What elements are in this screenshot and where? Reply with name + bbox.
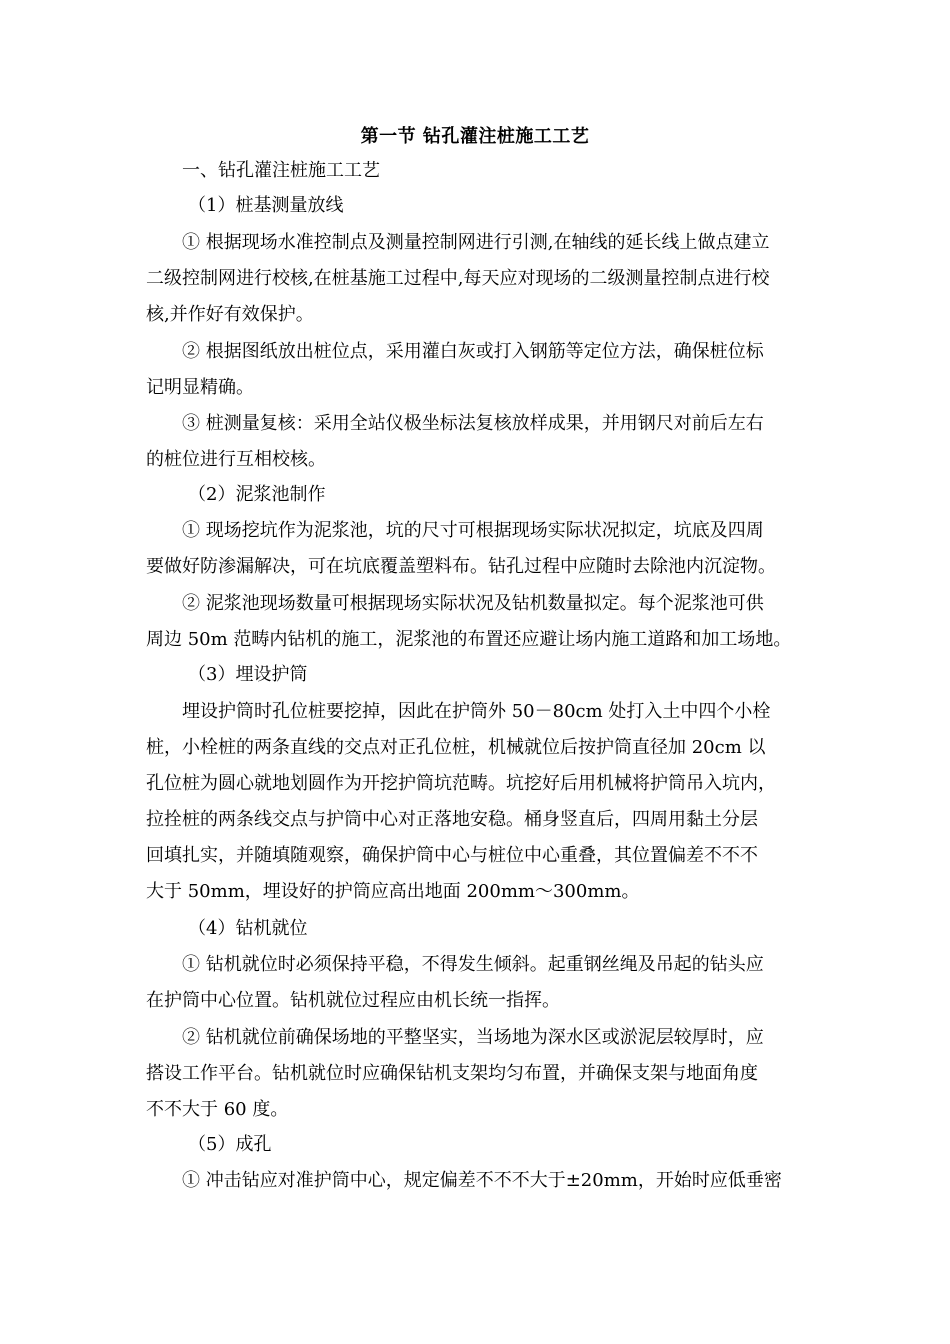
paragraph-line: 搭设工作平台。钻机就位时应确保钻机支架均匀布置，并确保支架与地面角度	[146, 1063, 758, 1084]
paragraph-line: 桩，小栓桩的两条直线的交点对正孔位桩，机械就位后按护筒直径加 20cm 以	[146, 737, 766, 758]
section-heading-1: （1）桩基测量放线	[188, 195, 344, 216]
page-title: 第一节 钻孔灌注桩施工工艺	[360, 126, 590, 147]
paragraph-line: ① 冲击钻应对准护筒中心，规定偏差不不不大于±20mm，开始时应低垂密	[182, 1170, 782, 1191]
paragraph-line: 在护筒中心位置。钻机就位过程应由机长统一指挥。	[146, 990, 560, 1011]
paragraph-line: 记明显精确。	[146, 377, 254, 398]
paragraph-line: 二级控制网进行校核,在桩基施工过程中,每天应对现场的二级测量控制点进行校	[146, 268, 770, 289]
paragraph-line: ① 现场挖坑作为泥浆池，坑的尺寸可根据现场实际状况拟定，坑底及四周	[182, 520, 764, 541]
section-heading-5: （5）成孔	[188, 1134, 272, 1155]
paragraph-line: ② 钻机就位前确保场地的平整坚实，当场地为深水区或淤泥层较厚时，应	[182, 1027, 764, 1048]
paragraph-line: 孔位桩为圆心就地划圆作为开挖护筒坑范畴。坑挖好后用机械将护筒吊入坑内，	[146, 773, 776, 794]
section-heading-4: （4）钻机就位	[188, 918, 308, 939]
paragraph-line: 周边 50m 范畴内钻机的施工，泥浆池的布置还应避让场内施工道路和加工场地。	[146, 629, 792, 650]
paragraph-line: ③ 桩测量复核：采用全站仪极坐标法复核放样成果，并用钢尺对前后左右	[182, 413, 764, 434]
main-heading: 一、钻孔灌注桩施工工艺	[182, 160, 380, 181]
paragraph-line: 核,并作好有效保护。	[146, 304, 314, 325]
paragraph-line: ① 钻机就位时必须保持平稳，不得发生倾斜。起重钢丝绳及吊起的钻头应	[182, 954, 764, 975]
paragraph-line: 不不大于 60 度。	[146, 1099, 289, 1120]
paragraph-line: 拉拴桩的两条线交点与护筒中心对正落地安稳。桶身竖直后，四周用黏土分层	[146, 809, 758, 830]
paragraph-line: ② 根据图纸放出桩位点，采用灌白灰或打入钢筋等定位方法，确保桩位标	[182, 341, 764, 362]
paragraph-line: ① 根据现场水准控制点及测量控制网进行引测,在轴线的延长线上做点建立	[182, 232, 770, 253]
paragraph-line: ② 泥浆池现场数量可根据现场实际状况及钻机数量拟定。每个泥浆池可供	[182, 593, 764, 614]
section-heading-2: （2）泥浆池制作	[188, 484, 326, 505]
paragraph-line: 回填扎实，并随填随观察，确保护筒中心与桩位中心重叠，其位置偏差不不不	[146, 845, 758, 866]
paragraph-line: 的桩位进行互相校核。	[146, 449, 326, 470]
section-heading-3: （3）埋设护筒	[188, 664, 308, 685]
paragraph-line: 埋设护筒时孔位桩要挖掉，因此在护筒外 50－80cm 处打入土中四个小栓	[182, 701, 771, 722]
paragraph-line: 要做好防渗漏解决，可在坑底覆盖塑料布。钻孔过程中应随时去除池内沉淀物。	[146, 556, 776, 577]
paragraph-line: 大于 50mm，埋设好的护筒应高出地面 200mm～300mm。	[146, 881, 640, 902]
